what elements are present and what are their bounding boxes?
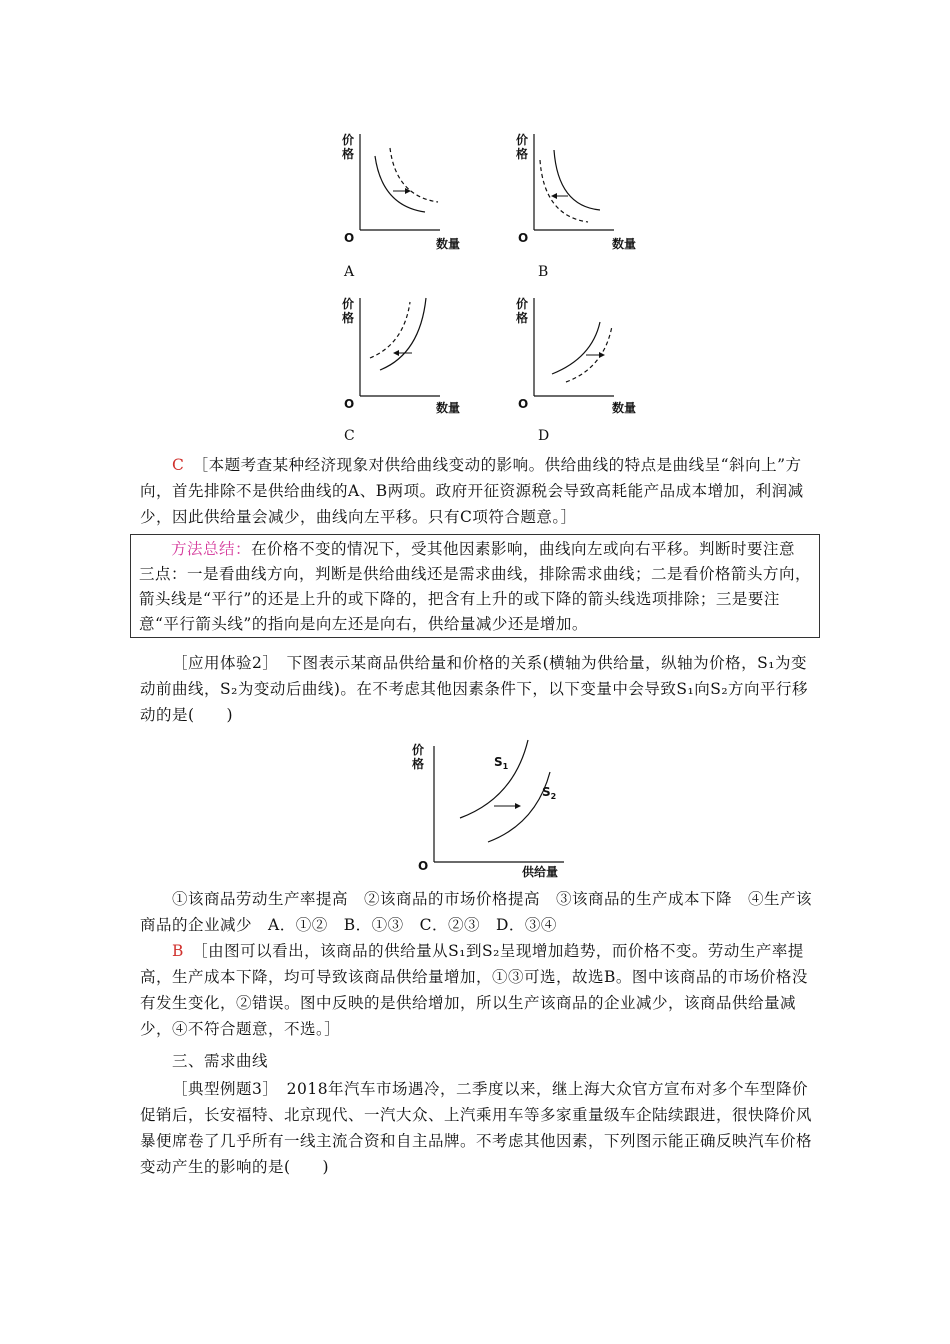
svg-text:价: 价 <box>516 133 529 147</box>
graph-c <box>330 292 470 416</box>
svg-text:格: 格 <box>516 147 529 161</box>
analysis-1 <box>140 452 820 530</box>
graph-a <box>330 128 470 251</box>
section-heading: 三、需求曲线 <box>172 1052 269 1070</box>
svg-text:数量: 数量 <box>612 237 637 251</box>
svg-text:格: 格 <box>342 311 355 325</box>
curve-before <box>375 156 425 212</box>
graph-b <box>510 128 650 251</box>
svg-text:格: 格 <box>342 147 355 161</box>
supply-quantity-label: 供给量 <box>522 865 559 879</box>
method-summary-box <box>130 534 820 638</box>
s1-label: $S_1$ <box>494 755 509 771</box>
svg-text:O: O <box>344 397 355 411</box>
answer-label: C <box>172 456 185 474</box>
question-2-options: ①该商品劳动生产率提高 ②该商品的市场价格提高 ③该商品的生产成本下降 ④生产该商品的企业减少 A．①② B．①③ C．②③ D．③④ <box>140 890 813 934</box>
caption-a: A <box>344 264 355 280</box>
s2-label: $S_2$ <box>542 785 557 801</box>
caption-d: D <box>538 428 550 444</box>
svg-text:格: 格 <box>412 757 425 771</box>
analysis-2-text: ［由图可以看出，该商品的供给量从S₁到S₂呈现增加趋势，而价格不变。劳动生产率提高，生产成本下降，均可导致该商品供给量增加，①③可选，故选B。图中该商品的市场价格没有发生变化，②错误。图中反映的是供给增加，所以生产该商品的企业减少，该商品供给量减少，④不符合题意，不选。］ <box>140 942 808 1038</box>
graph-d <box>510 292 650 416</box>
question-3: ［典型例题3］ 2018年汽车市场遇冷，二季度以来，继上海大众官方宣布对多个车型降价促销后，长安福特、北京现代、一汽大众、上汽乘用车等多家重量级车企陆续跟进，很快降价风暴便席卷了几乎所有一线主流合资和自主品牌。不考虑其他因素，下列图示能正确反映汽车价格变动产生的影响的是( ) <box>140 1080 813 1176</box>
svg-text:O: O <box>518 231 529 245</box>
quantity-label: 数量 <box>436 237 461 251</box>
caption-b: B <box>538 264 549 280</box>
price-label: 价 <box>412 743 425 757</box>
curve-after <box>390 148 438 202</box>
analysis-text: ［本题考查某种经济现象对供给曲线变动的影响。供给曲线的特点是曲线呈“斜向上”方向，首先排除不是供给曲线的A、B两项。政府开征资源税会导致高耗能产品成本增加，利润减少，因此供给量会减少，曲线向左平移。只有C项符合题意。］ <box>140 456 804 526</box>
question-2: ［应用体验2］ 下图表示某商品供给量和价格的关系(横轴为供给量，纵轴为价格，S₁为变动前曲线，S₂为变动后曲线)。在不考虑其他因素条件下，以下变量中会导致S₁向S₂方向平行移动的是( ) <box>140 654 809 724</box>
supply-graph <box>410 740 580 880</box>
answer-label-2: B <box>172 942 184 960</box>
svg-text:价: 价 <box>342 297 355 311</box>
caption-c: C <box>344 428 355 444</box>
svg-text:数量: 数量 <box>612 401 637 415</box>
method-label: 方法总结： <box>171 540 252 558</box>
svg-text:O: O <box>518 397 529 411</box>
origin-label: O <box>344 231 355 245</box>
curve-s2 <box>488 772 550 842</box>
method-text: 在价格不变的情况下，受其他因素影响，曲线向左或向右平移。判断时要注意三点：一是看曲线方向，判断是供给曲线还是需求曲线，排除需求曲线；二是看价格箭头方向，箭头线是“平行”的还是上升的或下降的，把含有上升的或下降的箭头线选项排除；三是要注意“平行箭头线”的指向是向左还是向右，供给量减少还是增加。 <box>139 540 812 633</box>
svg-text:价: 价 <box>516 297 529 311</box>
analysis-2 <box>140 938 820 1042</box>
svg-text:格: 格 <box>516 311 529 325</box>
price-label-char: 价 <box>342 133 355 147</box>
svg-text:数量: 数量 <box>436 401 461 415</box>
svg-text:O: O <box>418 859 429 873</box>
